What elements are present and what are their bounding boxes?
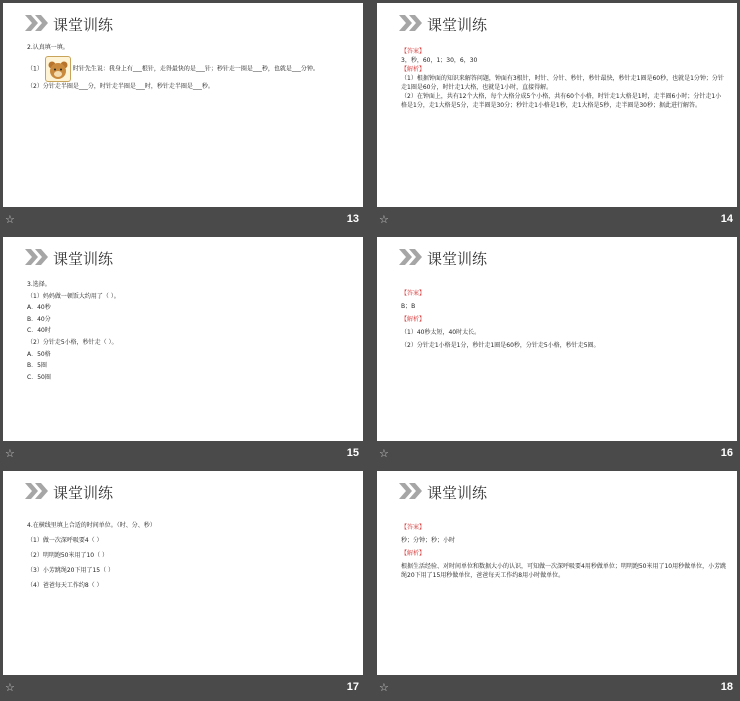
- page-number: 13: [346, 213, 359, 225]
- question-heading: 4.在横线里填上合适的时间单位。（时、分、秒）: [27, 522, 156, 529]
- slide-body: [401, 289, 727, 350]
- slide-footer: [377, 675, 737, 701]
- option-line: A．50格: [27, 350, 51, 358]
- analysis-label: 【解析】: [401, 550, 426, 557]
- analysis-line: （1）根据钟面的知识来解答问题，钟面有3根针，时针、分针、秒针，秒针最快，秒针走1圈是60秒，也就是1分钟；分针走1圈是60分，时针走1大格，也就是1小时，直接得解。: [401, 75, 724, 91]
- slide-thumb-15[interactable]: [3, 237, 363, 467]
- star-outline-icon[interactable]: ☆: [5, 447, 15, 460]
- option-line: C．50圈: [27, 373, 51, 381]
- slide-title: 课堂训练: [427, 16, 488, 34]
- double-chevron-icon: [399, 15, 423, 31]
- bear-character-icon: [45, 56, 71, 82]
- answer-text: 3，秒，60，1；30，6，30: [401, 57, 478, 64]
- option-line: A．40秒: [27, 304, 51, 312]
- slide-thumb-13[interactable]: [3, 3, 363, 233]
- slide-thumb-17[interactable]: [3, 471, 363, 701]
- question-line: （1） 时针先生说：我身上有___根针，走得最快的是___针；秒针走一圈是___秒，也就是___分钟。: [27, 56, 353, 82]
- star-outline-icon[interactable]: ☆: [5, 213, 15, 226]
- question-line: （2）分针走5小格，秒针走（ ）。: [27, 338, 118, 346]
- double-chevron-icon: [399, 249, 423, 265]
- slide-title: 课堂训练: [427, 250, 488, 268]
- double-chevron-icon: [25, 249, 49, 265]
- slide-thumb-18[interactable]: [377, 471, 737, 701]
- page-number: 16: [720, 447, 733, 459]
- double-chevron-icon: [25, 483, 49, 499]
- slide-body: [401, 47, 727, 110]
- slide-title: 课堂训练: [53, 250, 114, 268]
- answer-label: 【答案】: [401, 290, 426, 297]
- option-line: B．40分: [27, 315, 51, 323]
- slide-footer: [377, 207, 737, 233]
- slide-body: [27, 43, 353, 91]
- slide-17: [3, 471, 363, 675]
- star-outline-icon[interactable]: ☆: [5, 681, 15, 694]
- page-number: 18: [720, 681, 733, 693]
- slide-thumb-14[interactable]: [377, 3, 737, 233]
- answer-text: B；B: [401, 303, 416, 310]
- slide-body: [401, 523, 727, 580]
- slide-thumb-16[interactable]: [377, 237, 737, 467]
- analysis-label: 【解析】: [401, 316, 426, 323]
- analysis-line: （2）在钟面上，共有12个大格，每个大格分成5个小格，共有60个小格，时针走1大格是1时，走半圈6小时；分针走1小格是1分，走1大格是5分，走半圈是30分；秒针走1小格是1秒，走1大格是5秒，走半圈是30秒；据此进行解答。: [401, 93, 722, 109]
- analysis-line: 根据生活经验、对时间单位和数据大小的认识，可知做一次深呼吸要4用秒做单位；明明跑50米用了10用秒做单位，小芳跳绳20下用了15用秒做单位，爸爸每天工作约8用小时做单位。: [401, 563, 727, 579]
- double-chevron-icon: [25, 15, 49, 31]
- analysis-line: （2）分针走1小格是1分，秒针走1圈是60秒，分针走5小格，秒针走5圈。: [401, 342, 600, 349]
- option-line: B．5圈: [27, 362, 47, 370]
- slide-body: [27, 279, 353, 383]
- question-line: （2）分针走半圈是___分，时针走半圈是___时，秒针走半圈是___秒。: [27, 83, 214, 90]
- answer-label: 【答案】: [401, 48, 426, 55]
- slide-title: 课堂训练: [427, 484, 488, 502]
- star-outline-icon[interactable]: ☆: [379, 213, 389, 226]
- star-outline-icon[interactable]: ☆: [379, 681, 389, 694]
- slide-14: [377, 3, 737, 207]
- question-heading: 2.认真填一填。: [27, 44, 69, 51]
- page-number: 17: [346, 681, 359, 693]
- analysis-line: （1）40秒太短，40时太长。: [401, 329, 481, 336]
- slide-footer: [377, 441, 737, 467]
- page-number: 14: [720, 213, 733, 225]
- slide-footer: [3, 207, 363, 233]
- slide-title: 课堂训练: [53, 484, 114, 502]
- slide-15: [3, 237, 363, 441]
- question-heading: 3.选择。: [27, 281, 51, 288]
- answer-text: 秒；分钟；秒；小时: [401, 537, 456, 544]
- slide-footer: [3, 441, 363, 467]
- slide-16: [377, 237, 737, 441]
- analysis-label: 【解析】: [401, 66, 426, 73]
- question-line: （2）明明跑50米用了10（ ）: [27, 552, 108, 559]
- option-line: C．40时: [27, 327, 51, 335]
- answer-label: 【答案】: [401, 524, 426, 531]
- star-outline-icon[interactable]: ☆: [379, 447, 389, 460]
- slide-title: 课堂训练: [53, 16, 114, 34]
- slide-13: [3, 3, 363, 207]
- question-line: （4）爸爸每天工作约8（ ）: [27, 582, 103, 589]
- question-line: （3）小芳跳绳20下用了15（ ）: [27, 567, 114, 574]
- slide-body: [27, 521, 353, 590]
- question-line: （1）妈妈做一顿饭大约用了（ ）。: [27, 292, 120, 300]
- slide-footer: [3, 675, 363, 701]
- page-number: 15: [346, 447, 359, 459]
- slide-18: [377, 471, 737, 675]
- double-chevron-icon: [399, 483, 423, 499]
- question-line: （1）做一次深呼吸要4（ ）: [27, 537, 103, 544]
